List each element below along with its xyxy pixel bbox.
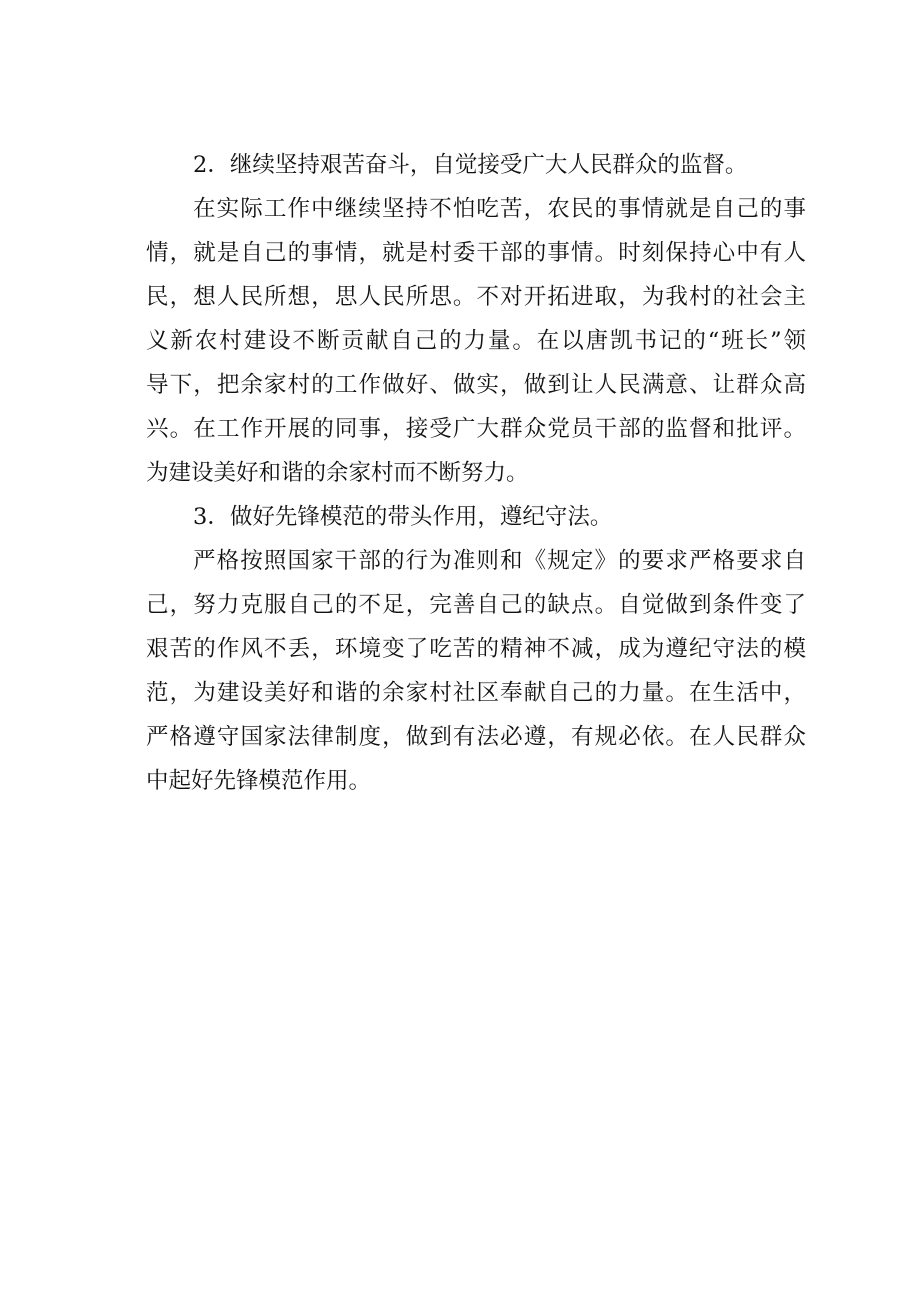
paragraph-1-line: 情，就是自己的事情，就是村委干部的事情。时刻保持心中有人 (146, 240, 806, 266)
paragraph-2-line: 中起好先锋模范作用。 (146, 768, 372, 794)
paragraph-2 (146, 539, 806, 803)
paragraph-1-line: 义新农村建设不断贡献自己的力量。在以唐凯书记的“班长”领 (146, 328, 806, 354)
paragraph-1 (146, 187, 806, 495)
paragraph-1-line: 民，想人民所想，思人民所思。不对开拓进取，为我村的社会主 (146, 284, 806, 310)
paragraph-1-line: 兴。在工作开展的同事，接受广大群众党员干部的监督和批评。 (146, 416, 806, 442)
paragraph-2-line: 严格遵守国家法律制度，做到有法必遵，有规必依。在人民群众 (146, 724, 806, 750)
document-body (146, 143, 806, 803)
paragraph-1-line: 导下，把余家村的工作做好、做实，做到让人民满意、让群众高 (146, 372, 806, 398)
paragraph-2-line: 己，努力克服自己的不足，完善自己的缺点。自觉做到条件变了 (146, 592, 806, 618)
paragraph-2-line: 严格按照国家干部的行为准则和《规定》的要求严格要求自 (193, 548, 806, 574)
paragraph-2-line: 艰苦的作风不丢，环境变了吃苦的精神不减，成为遵纪守法的模 (146, 636, 806, 662)
section-heading-2: 2．继续坚持艰苦奋斗，自觉接受广大人民群众的监督。 (193, 152, 748, 178)
paragraph-1-line: 为建设美好和谐的余家村而不断努力。 (146, 460, 529, 486)
paragraph-2-line: 范，为建设美好和谐的余家村社区奉献自己的力量。在生活中， (146, 680, 806, 706)
section-heading-3: 3．做好先锋模范的带头作用，遵纪守法。 (193, 504, 613, 530)
paragraph-1-line: 在实际工作中继续坚持不怕吃苦，农民的事情就是自己的事 (193, 196, 806, 222)
